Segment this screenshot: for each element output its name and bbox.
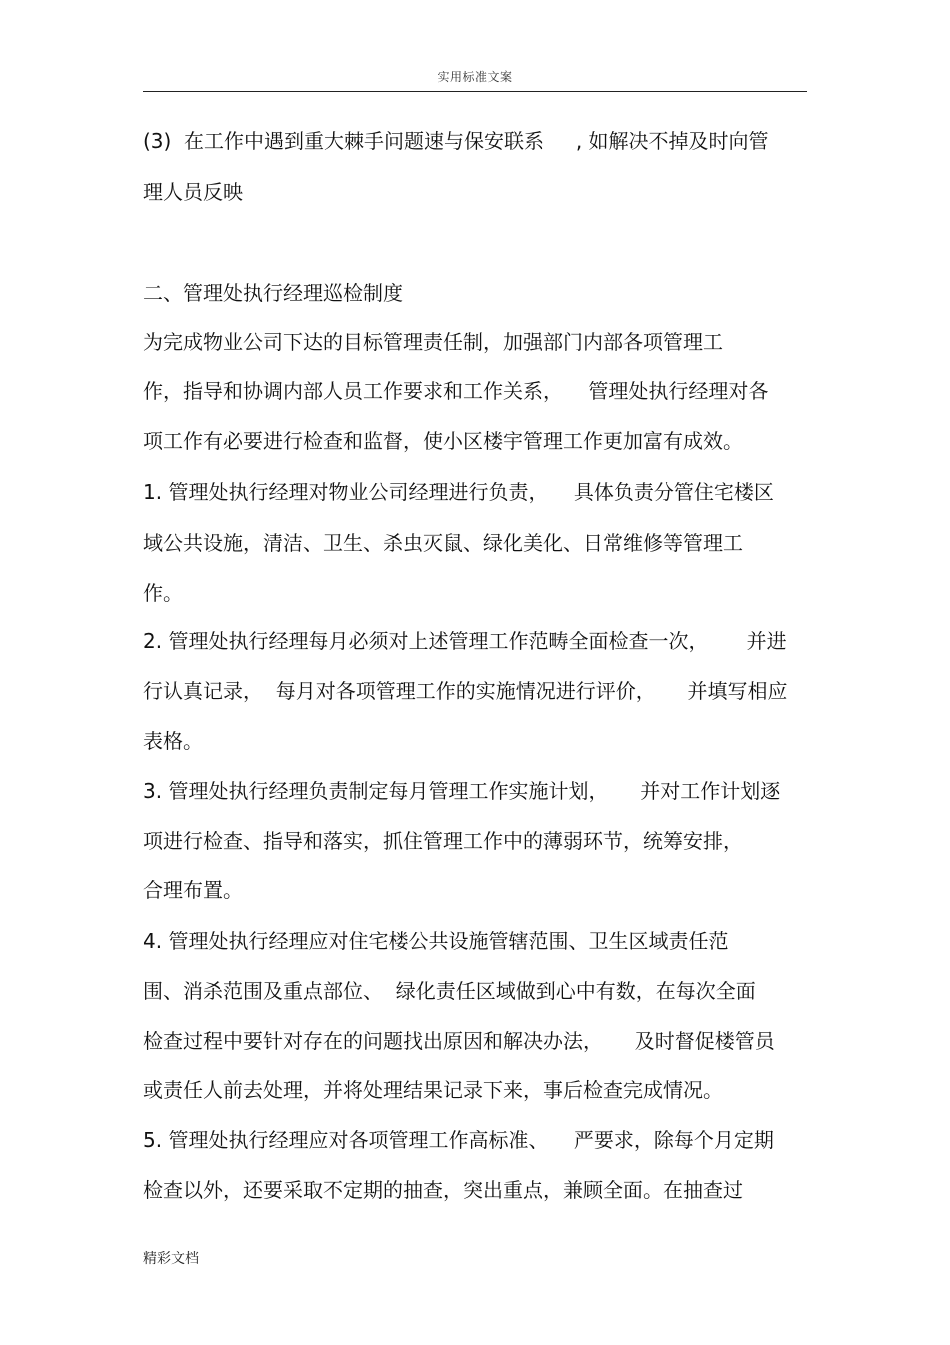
text-line: 5. 管理处执行经理应对各项管理工作高标准、 严要求，除每个月定期 <box>143 1128 774 1152</box>
text-line: 域公共设施，清洁、卫生、杀虫灭鼠、绿化美化、日常维修等管理工 <box>143 531 743 555</box>
text-line: 为完成物业公司下达的目标管理责任制，加强部门内部各项管理工 <box>143 330 723 354</box>
text-line: 行认真记录， 每月对各项管理工作的实施情况进行评价， 并填写相应 <box>143 679 788 703</box>
text-line: 作。 <box>143 581 183 605</box>
text-line: 表格。 <box>143 729 203 753</box>
text-line: 理人员反映 <box>143 180 243 204</box>
page-footer-label: 精彩文档 <box>143 1251 199 1267</box>
text-line: 检查过程中要针对存在的问题找出原因和解决办法， 及时督促楼管员 <box>143 1029 775 1053</box>
text-line: 项工作有必要进行检查和监督，使小区楼宇管理工作更加富有成效。 <box>143 429 743 453</box>
text-line: (3) 在工作中遇到重大棘手问题速与保安联系 , 如解决不掉及时向管 <box>143 129 769 153</box>
text-line: 项进行检查、指导和落实，抓住管理工作中的薄弱环节，统筹安排， <box>143 829 743 853</box>
page-header-title: 实用标准文案 <box>437 70 513 84</box>
text-line: 2. 管理处执行经理每月必须对上述管理工作范畴全面检查一次， 并进 <box>143 629 787 653</box>
text-line: 合理布置。 <box>143 878 243 902</box>
text-line: 或责任人前去处理，并将处理结果记录下来，事后检查完成情况。 <box>143 1078 723 1102</box>
section-heading: 二、管理处执行经理巡检制度 <box>143 281 403 305</box>
text-line: 1. 管理处执行经理对物业公司经理进行负责， 具体负责分管住宅楼区 <box>143 480 774 504</box>
text-line: 围、消杀范围及重点部位、 绿化责任区域做到心中有数，在每次全面 <box>143 979 756 1003</box>
text-line: 4. 管理处执行经理应对住宅楼公共设施管辖范围、卫生区域责任范 <box>143 929 729 953</box>
text-line: 3. 管理处执行经理负责制定每月管理工作实施计划， 并对工作计划逐 <box>143 779 781 803</box>
header-divider <box>143 91 807 92</box>
text-line: 检查以外，还要采取不定期的抽查，突出重点，兼顾全面。在抽查过 <box>143 1178 743 1202</box>
text-line: 作，指导和协调内部人员工作要求和工作关系， 管理处执行经理对各 <box>143 379 769 403</box>
